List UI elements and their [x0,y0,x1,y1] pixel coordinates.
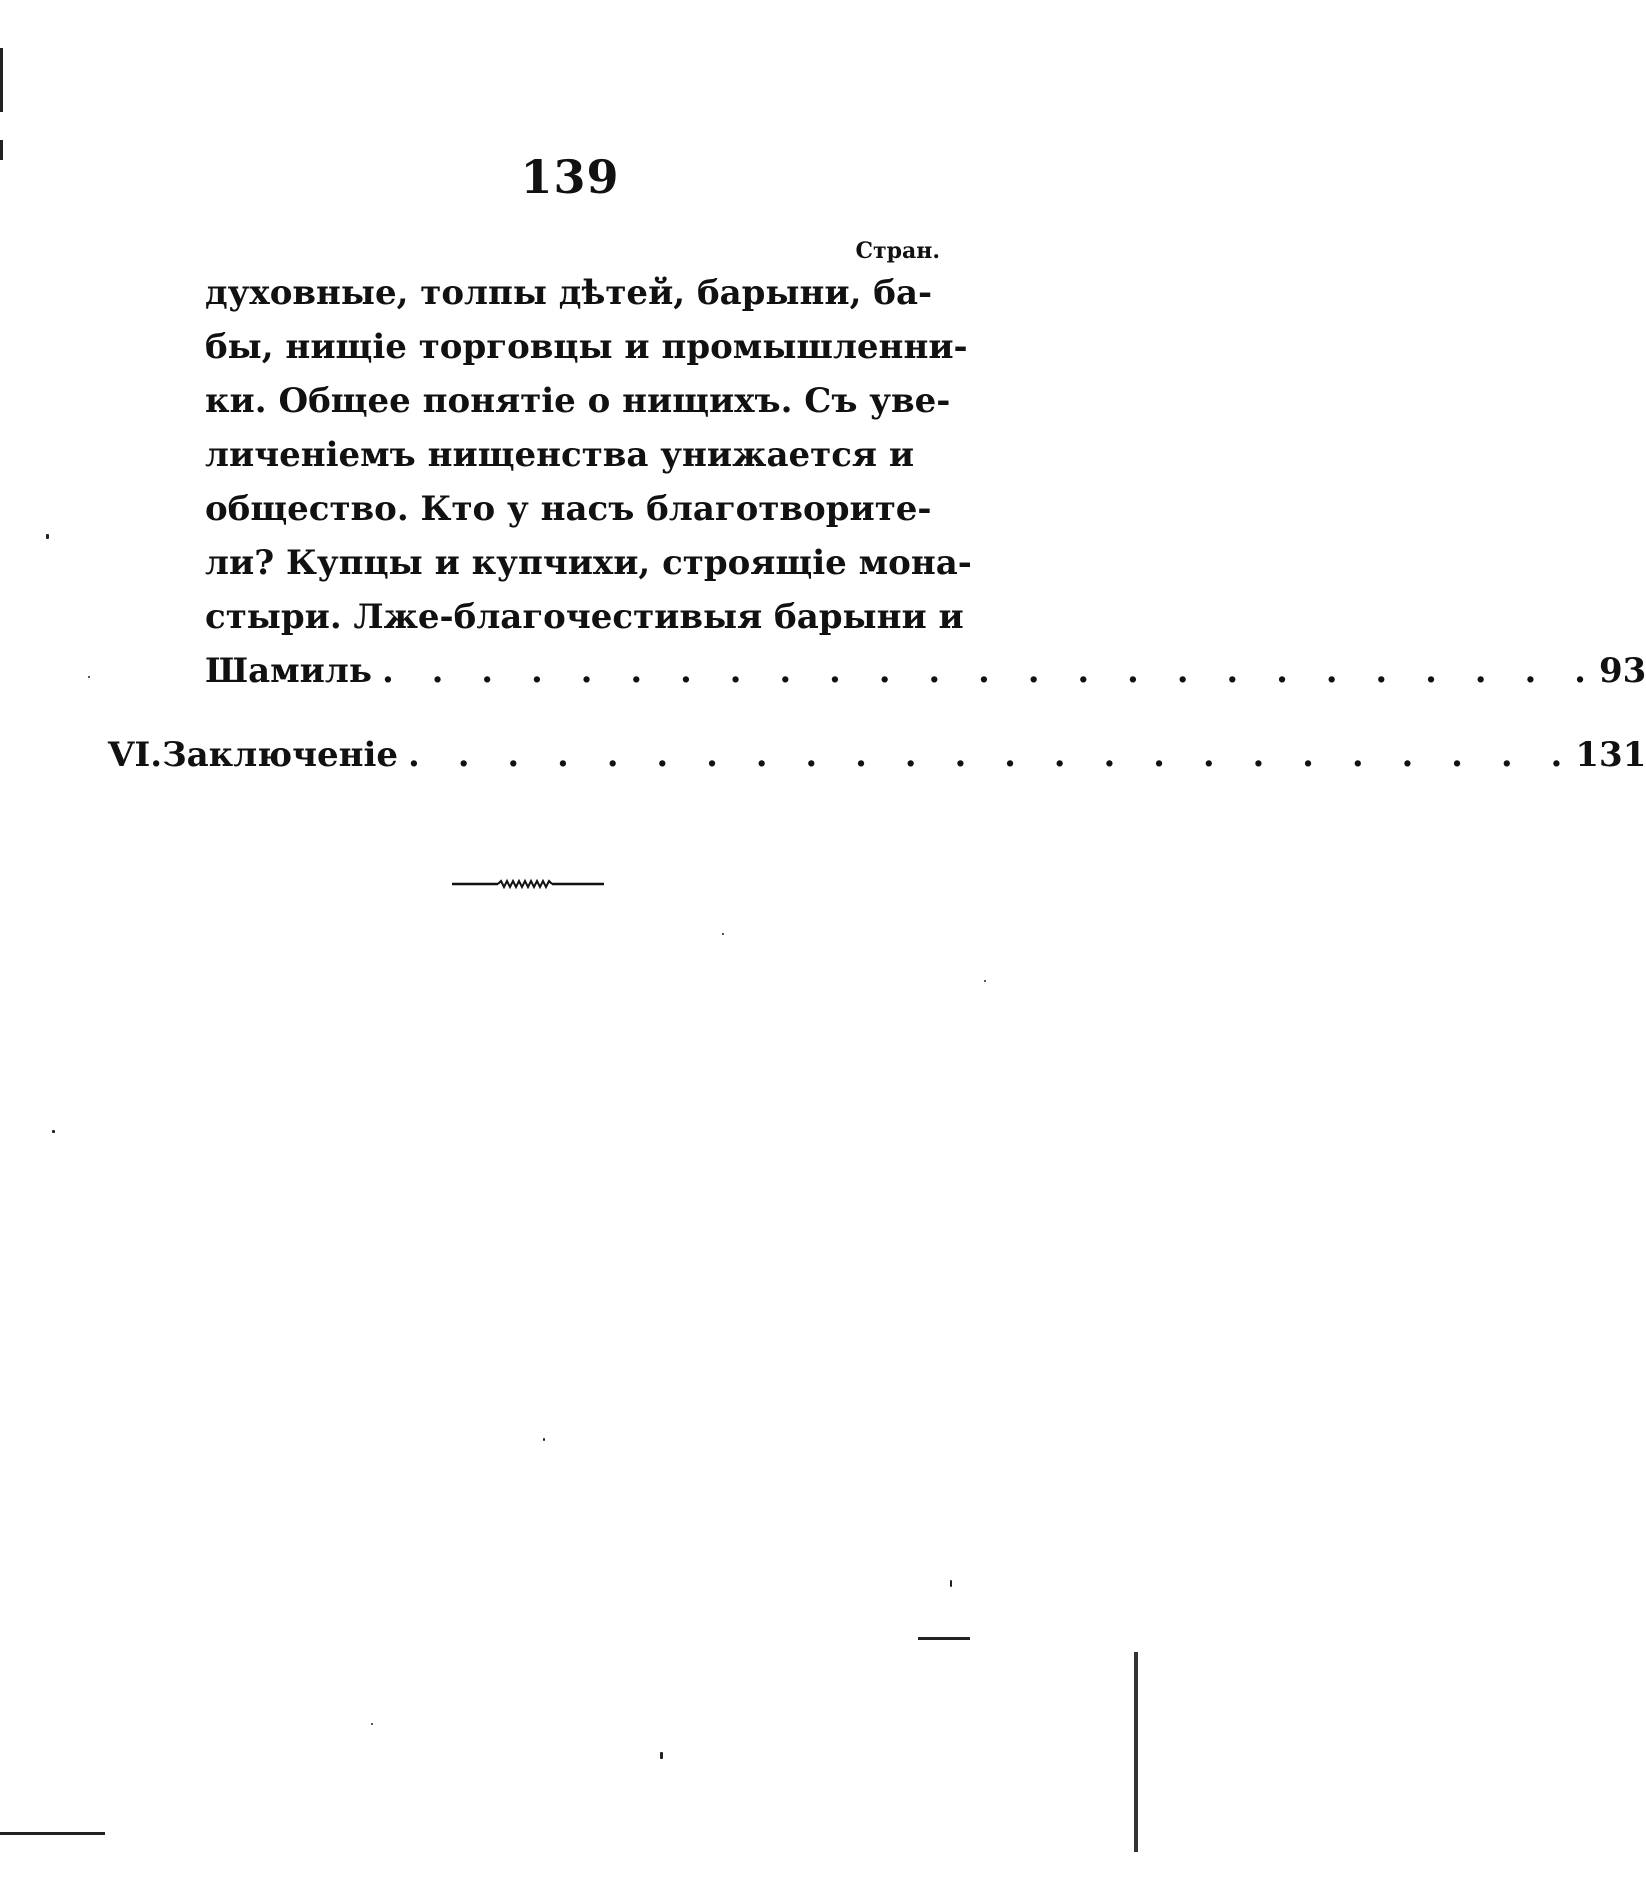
scan-edge-mark [0,1832,105,1835]
scan-speck [371,1723,373,1725]
entry-line: общество. Кто у насъ благотворите- [205,489,932,529]
scan-speck [88,676,90,678]
toc-entry-final-line [205,644,1646,698]
scan-speck [722,933,724,935]
dot-leader: . . . . . . . . . . . . . . . . . . . . . . . . [408,735,1576,775]
page-column-header: Стран. [855,238,940,264]
page-reference: 93 [1598,651,1646,691]
scan-edge-mark [918,1637,970,1640]
page-number: 139 [520,150,620,204]
entry-line: стыри. Лже-благочестивыя барыни и [205,597,964,637]
decorative-rule [452,878,604,890]
scan-edge-mark [0,48,3,112]
entry-line: ли? Купцы и купчихи, строящіе мона- [205,543,972,583]
scan-speck [46,534,49,539]
toc-entry-description [205,266,972,644]
entry-line: бы, нищіе торговцы и промышленни- [205,327,968,367]
page-reference: 131 [1575,735,1646,775]
entry-last-line: Шамиль [205,651,372,691]
scan-edge-mark [1134,1652,1138,1852]
scan-speck [660,1752,663,1759]
scan-speck [984,980,986,982]
scan-speck [52,1130,55,1133]
toc-chapter-entry [108,728,1646,782]
scan-speck [950,1580,952,1587]
scan-speck [543,1438,545,1441]
entry-line: ки. Общее понятіе о нищихъ. Съ уве- [205,381,951,421]
entry-line: личеніемъ нищенства унижается и [205,435,915,475]
entry-line: духовные, толпы дѣтей, барыни, ба- [205,273,933,313]
chapter-number: VI. [108,735,163,775]
dot-leader: . . . . . . . . . . . . . . . . . . . . . . . . . [381,651,1599,691]
chapter-title: Заключеніе [162,735,399,775]
